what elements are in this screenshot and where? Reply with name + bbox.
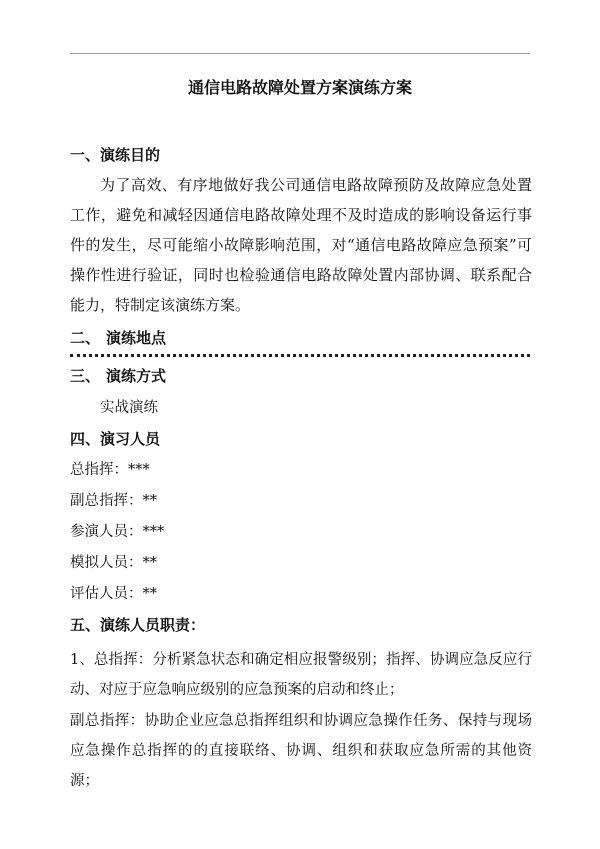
section-heading-duties: [70, 615, 205, 635]
personnel-item: 评估人员：**: [70, 586, 157, 602]
section-number: 三、: [70, 367, 101, 385]
section-number: 一、: [70, 146, 101, 164]
duty-item: 1、总指挥：分析紧急状态和确定相应报警级别；指挥、协调应急反应行动、对应于应急响应级别的应急预案的启动和终止；: [70, 652, 532, 698]
section-title: 演练方式: [106, 367, 167, 385]
method-content: 实战演练: [100, 400, 158, 416]
duty-item: 副总指挥：协助企业应急总指挥组织和协调应急操作任务、保持与现场应急操作总指挥的的直接联络、协调、组织和获取应急所需的其他资源；: [70, 713, 532, 789]
section-heading-purpose: [70, 145, 160, 165]
document-title: 通信电路故障处置方案演练方案: [187, 78, 412, 97]
header-rule: [70, 53, 530, 54]
personnel-item: 模拟人员：**: [70, 555, 157, 571]
section-number: 二、: [70, 329, 101, 347]
section-title: 演练地点: [106, 329, 167, 347]
section-title: 演练人员职责：: [100, 616, 206, 634]
section-title: 演习人员: [100, 430, 161, 448]
personnel-item: 参演人员：***: [70, 524, 165, 540]
section-number: 四、: [70, 430, 101, 448]
dotted-separator: [70, 354, 530, 357]
section-number: 五、: [70, 616, 101, 634]
section-title: 演练目的: [100, 146, 161, 164]
section-heading-method: [70, 366, 166, 386]
section-heading-location: [70, 328, 166, 348]
purpose-paragraph: 为了高效、有序地做好我公司通信电路故障预防及故障应急处置工作，避免和减轻因通信电路故障处理不及时造成的影响设备运行事件的发生，尽可能缩小故障影响范围，对“通信电路故障应急预案”可操作性进行验证，同时也检验通信电路故障处置内部协调、联系配合能力，特制定该演练方案。: [70, 176, 532, 314]
personnel-item: 总指挥：***: [70, 462, 150, 478]
personnel-item: 副总指挥：**: [70, 493, 157, 509]
section-heading-personnel: [70, 429, 160, 449]
